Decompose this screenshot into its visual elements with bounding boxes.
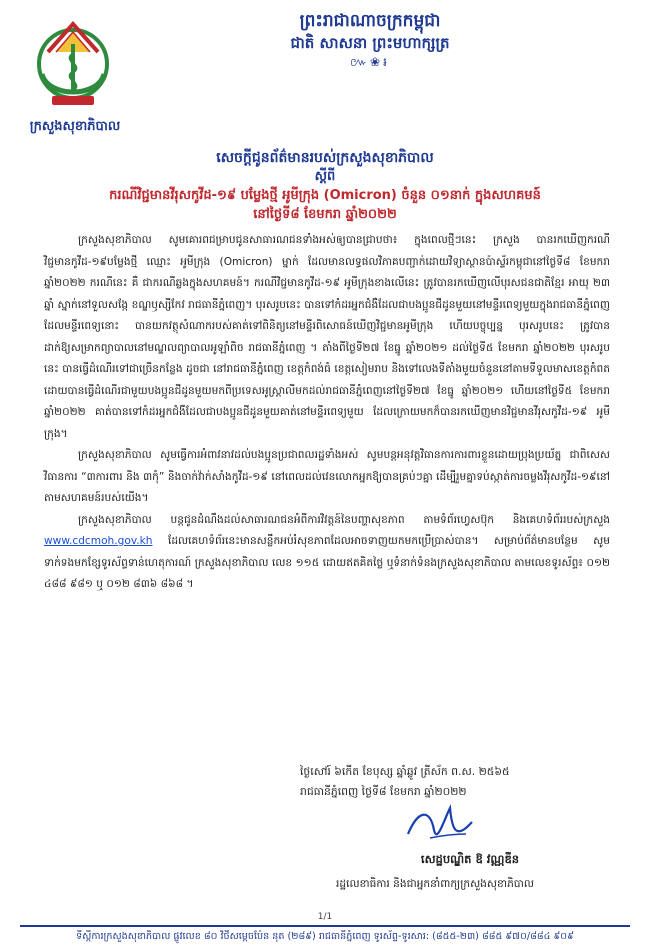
date-block [300,762,600,802]
signer-title: រដ្ឋលេខាធិការ និងជាអ្នកនាំពាក្យក្រសួងសុខាភិបាល [336,878,534,890]
paragraph-2: ក្រសួងសុខាភិបាល សូមធ្វើការអំពាវនាវដល់បងប្អូនប្រជាពលរដ្ឋទាំងអស់ សូមបន្តអនុវត្តវិធានការការពារខ្លួនដោយប្រុងប្រយ័ត្ន ជាពិសេសវិធានការ “៣ការពារ និង ៣កុំ” និងចាក់វ៉ាក់សាំងកូវីដ-១៩ នៅពេលដល់វេនលោកអ្នកឱ្យបានគ្រប់ៗគ្នា ដើម្បីរួមគ្នាទប់ស្កាត់ការចម្លងវីរុសកូវីដ-១៩នៅតាមសហគមន៍របស់យើង។ [44,449,610,504]
signature-icon [400,800,480,850]
footer-address: ទីស្តីការក្រសួងសុខាភិបាល ផ្លូវលេខ ៨០ វិថីសម្តេចប៉ែន នុត (២៨៩) រាជធានីភ្នំពេញ ទូរស័ព្ទ-ទូរសារ: (៨៥៥-២៣) ៨៨៥ ៩៧០/៨៨៤ ៩០៩ [76,931,574,942]
signer-name: សេដ្ឋបណ្ឌិត ឱ វណ្ណឌីន [420,852,520,866]
paragraph-3-end: ដែលគេហទំព័រនេះមានសន្លឹកអប់រំសុខភាពដែលអាចទាញយកមកប្រើប្រាស់បាន។ សម្រាប់ព័ត៌មានបន្ថែម សូមទាក់ទងមកខ្សែទូរស័ព្ទទាន់ហេតុការណ៍ ក្រសួងសុខាភិបាល លេខ ១១៥ ដោយឥតគិតថ្លៃ ឬទំនាក់ទំនងក្រសួងសុខាភិបាល តាមលេខទូរស័ព្ទ៖ ០១២ ៤៨៨ ៩៨១ ឬ ០១២ ៨៣៦ ៨៦៨ ។ [44,535,610,590]
body-text [44,230,610,596]
page-number: 1/1 [317,912,333,922]
website-link[interactable]: www.cdcmoh.gov.kh [44,535,153,547]
footer-divider [20,925,630,927]
kingdom-name: ព្រះរាជាណាចក្រកម្ពុជា [299,11,441,31]
paragraph-1: ក្រសួងសុខាភិបាល សូមគោរពជម្រាបជូនសាធារណជនទាំងអស់ឲ្យបានជ្រាបថា៖ ក្នុងពេលថ្មីៗនេះ ក្រសួង បានរកឃើញករណីវិជ្ជមានកូវីដ-១៩បម្លែងថ្មី ឈ្មោះ អូមីក្រុង (Omicron) ម្នាក់ ដែលមានលទ្ធផលវិភាគបញ្ជាក់ដោយវិទ្យាស្ថានប៉ាស្ទ័រកម្ពុជានៅថ្ងៃទី៨ ខែមករា ឆ្នាំ២០២២ ករណីនេះ គឺ ជាករណីឆ្លងក្នុងសហគមន៍។ ករណីវិជ្ជមានកូវីដ-១៩ អូមីក្រុងខាងលើនេះ ត្រូវបានរកឃើញលើបុរសជនជាតិខ្មែរ អាយុ ២៣ ឆ្នាំ ស្នាក់នៅទួលសង្កែ ខណ្ឌឫស្សីកែវ រាជធានីភ្នំពេញ។ បុរសរូបនេះ បានទៅកំដរអ្នកជំងឺដែលជាបងប្អូនជីដូនមួយនៅមន្ទីរពេទ្យមួយក្នុងរាជធានីភ្នំពេញ ដែលមន្ទីរពេទ្យនោះ បានយកវត្ថុសំណាករបស់គាត់ទៅពិនិត្យនៅមន្ទីរពិសោធន៍ឃើញវិជ្ជមានអូមីក្រុង ហើយបច្ចុប្បន្ន បុរសរូបនេះ ត្រូវបានដាក់ឱ្យសម្រាកព្យាបាលនៅមណ្ឌលព្យាបាលអូឡាំពិច រាជធានីភ្នំពេញ ។ តាំងពីថ្ងៃទី២៧ ខែធ្នូ ឆ្នាំ២០២១ ដល់ថ្ងៃទី៥ ខែមករា ឆ្នាំ២០២២ បុរសរូបនេះ បានធ្វើដំណើរទៅជាច្រើនកន្លែង ដូចជា នៅរាជធានីភ្នំពេញ ខេត្តកំពង់ធំ ខេត្តសៀមរាប និងទៅលេងទីតាំងមួយចំនួននៅតាមទីទួលមាសខេត្តកំពតដោយបានធ្វើដំណើរជាមួយបងប្អូនជីដូនមួយមកពីប្រទេសអូស្ត្រាលីមកដល់រាជធានីភ្នំពេញនៅថ្ងៃទី២៧ ខែធ្នូ ឆ្នាំ២០២១ ហើយនៅថ្ងៃទី៥ ខែមករា ឆ្នាំ២០២២ គាត់បានទៅកំដរអ្នកជំងឺដែលជាបងប្អូនជីដូនមួយគាត់នៅមន្ទីរពេទ្យមួយ ដែលក្រោយមកក៏បានរកឃើញមានវិជ្ជមានវីរុសកូវីដ-១៩ អូមីក្រុង។ [44,234,610,440]
ornament: ៚❀៛ [350,55,390,69]
title-line-2: ស្តីពី [314,169,336,184]
national-motto: ជាតិ សាសនា ព្រះមហាក្សត្រ [290,34,450,52]
lunar-date: ថ្ងៃសៅរ៍ ៦កើត ខែបុស្ស ឆ្នាំឆ្លូវ ត្រីស័ក ព.ស. ២៥៦៥ [300,765,510,778]
kingdom-header [220,10,520,70]
solar-date: រាជធានីភ្នំពេញ ថ្ងៃទី៨ ខែមករា ឆ្នាំ២០២២ [300,785,467,798]
document-title-block [40,148,610,224]
title-line-1: សេចក្តីជូនព័ត៌មានរបស់ក្រសួងសុខាភិបាល [216,150,434,166]
ministry-name: ក្រសួងសុខាភិបាល [29,119,121,134]
title-line-3: ករណីវិជ្ជមានវីរុសកូវីដ-១៩ បម្លែងថ្មី អូមីក្រុង (Omicron) ចំនួន ០១នាក់ ក្នុងសហគមន៍ [109,188,541,203]
paragraph-3-start: ក្រសួងសុខាភិបាល បន្តជូនដំណឹងដល់សាធារណជនអំពីការវិវត្តន៍នៃបញ្ហាសុខភាព តាមទំព័រហ្វេសប៊ុក និងគេហទំព័ររបស់ក្រសួង [78,513,610,526]
ministry-logo-icon [28,14,118,114]
paragraph-3 [44,510,610,596]
title-line-4: នៅថ្ងៃទី៨ ខែមករា ឆ្នាំ២០២២ [253,207,397,222]
